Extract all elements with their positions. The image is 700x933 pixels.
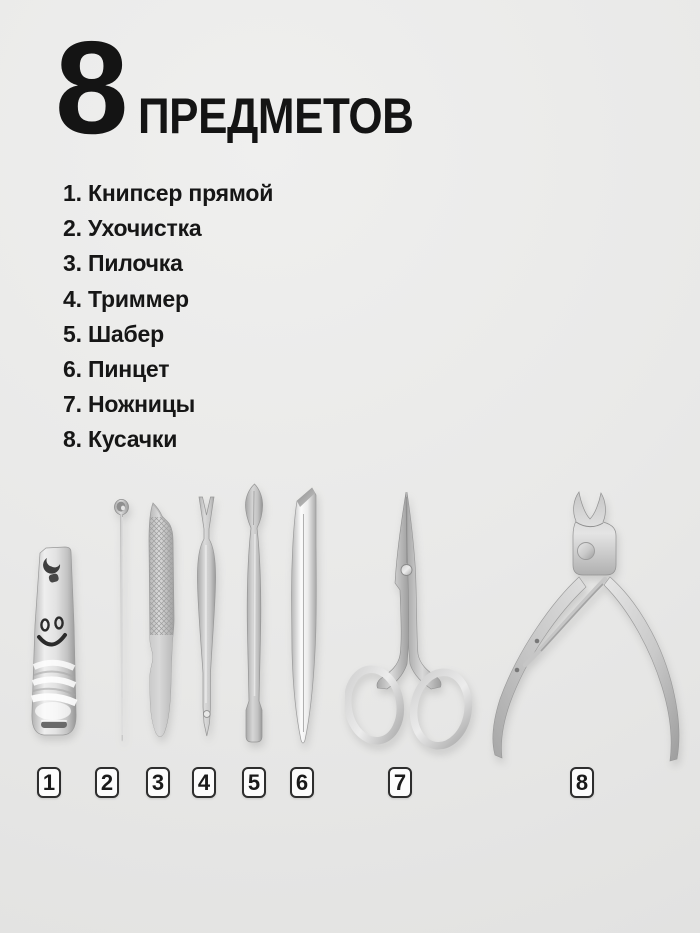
cuticle-trimmer-photo — [192, 495, 221, 740]
tool-tag-4: 4 — [192, 767, 216, 798]
tool-tag-6: 6 — [290, 767, 314, 798]
page-title — [55, 14, 451, 161]
list-item — [63, 317, 273, 352]
cuticle-nippers-photo — [483, 489, 690, 766]
item-label: Ухочистка — [88, 215, 202, 242]
item-number: 1. — [63, 180, 82, 207]
list-item — [63, 422, 273, 457]
item-number: 4. — [63, 285, 82, 312]
list-item — [63, 282, 273, 317]
list-item — [63, 246, 273, 281]
item-label: Триммер — [88, 285, 189, 312]
list-item — [63, 387, 273, 422]
item-label: Кусачки — [88, 426, 178, 453]
cuticle-pusher-photo — [238, 482, 269, 746]
item-label: Пинцет — [88, 356, 170, 383]
nail-clipper-photo — [28, 545, 80, 741]
item-label: Книпсер прямой — [88, 180, 274, 207]
item-number: 6. — [63, 356, 82, 383]
scissors-photo — [345, 491, 478, 753]
tool-tag-1: 1 — [37, 767, 61, 798]
nail-file-photo — [144, 501, 178, 741]
tool-tag-7: 7 — [388, 767, 412, 798]
item-number: 5. — [63, 320, 82, 347]
tool-tag-8: 8 — [570, 767, 594, 798]
item-number: 8. — [63, 426, 82, 453]
ear-pick-photo — [112, 499, 132, 744]
items-list — [63, 176, 273, 458]
list-item — [63, 176, 273, 211]
item-number: 7. — [63, 391, 82, 418]
item-label: Шабер — [88, 320, 164, 347]
tweezers-photo — [287, 486, 320, 752]
item-label: Ножницы — [88, 391, 196, 418]
item-label: Пилочка — [88, 250, 183, 277]
items-count-label: ПРЕДМЕТОВ — [138, 88, 414, 144]
tool-tag-2: 2 — [95, 767, 119, 798]
items-count: 8 — [55, 14, 126, 161]
tool-tag-5: 5 — [242, 767, 266, 798]
tool-tag-3: 3 — [146, 767, 170, 798]
list-item — [63, 211, 273, 246]
item-number: 2. — [63, 215, 82, 242]
list-item — [63, 352, 273, 387]
item-number: 3. — [63, 250, 82, 277]
